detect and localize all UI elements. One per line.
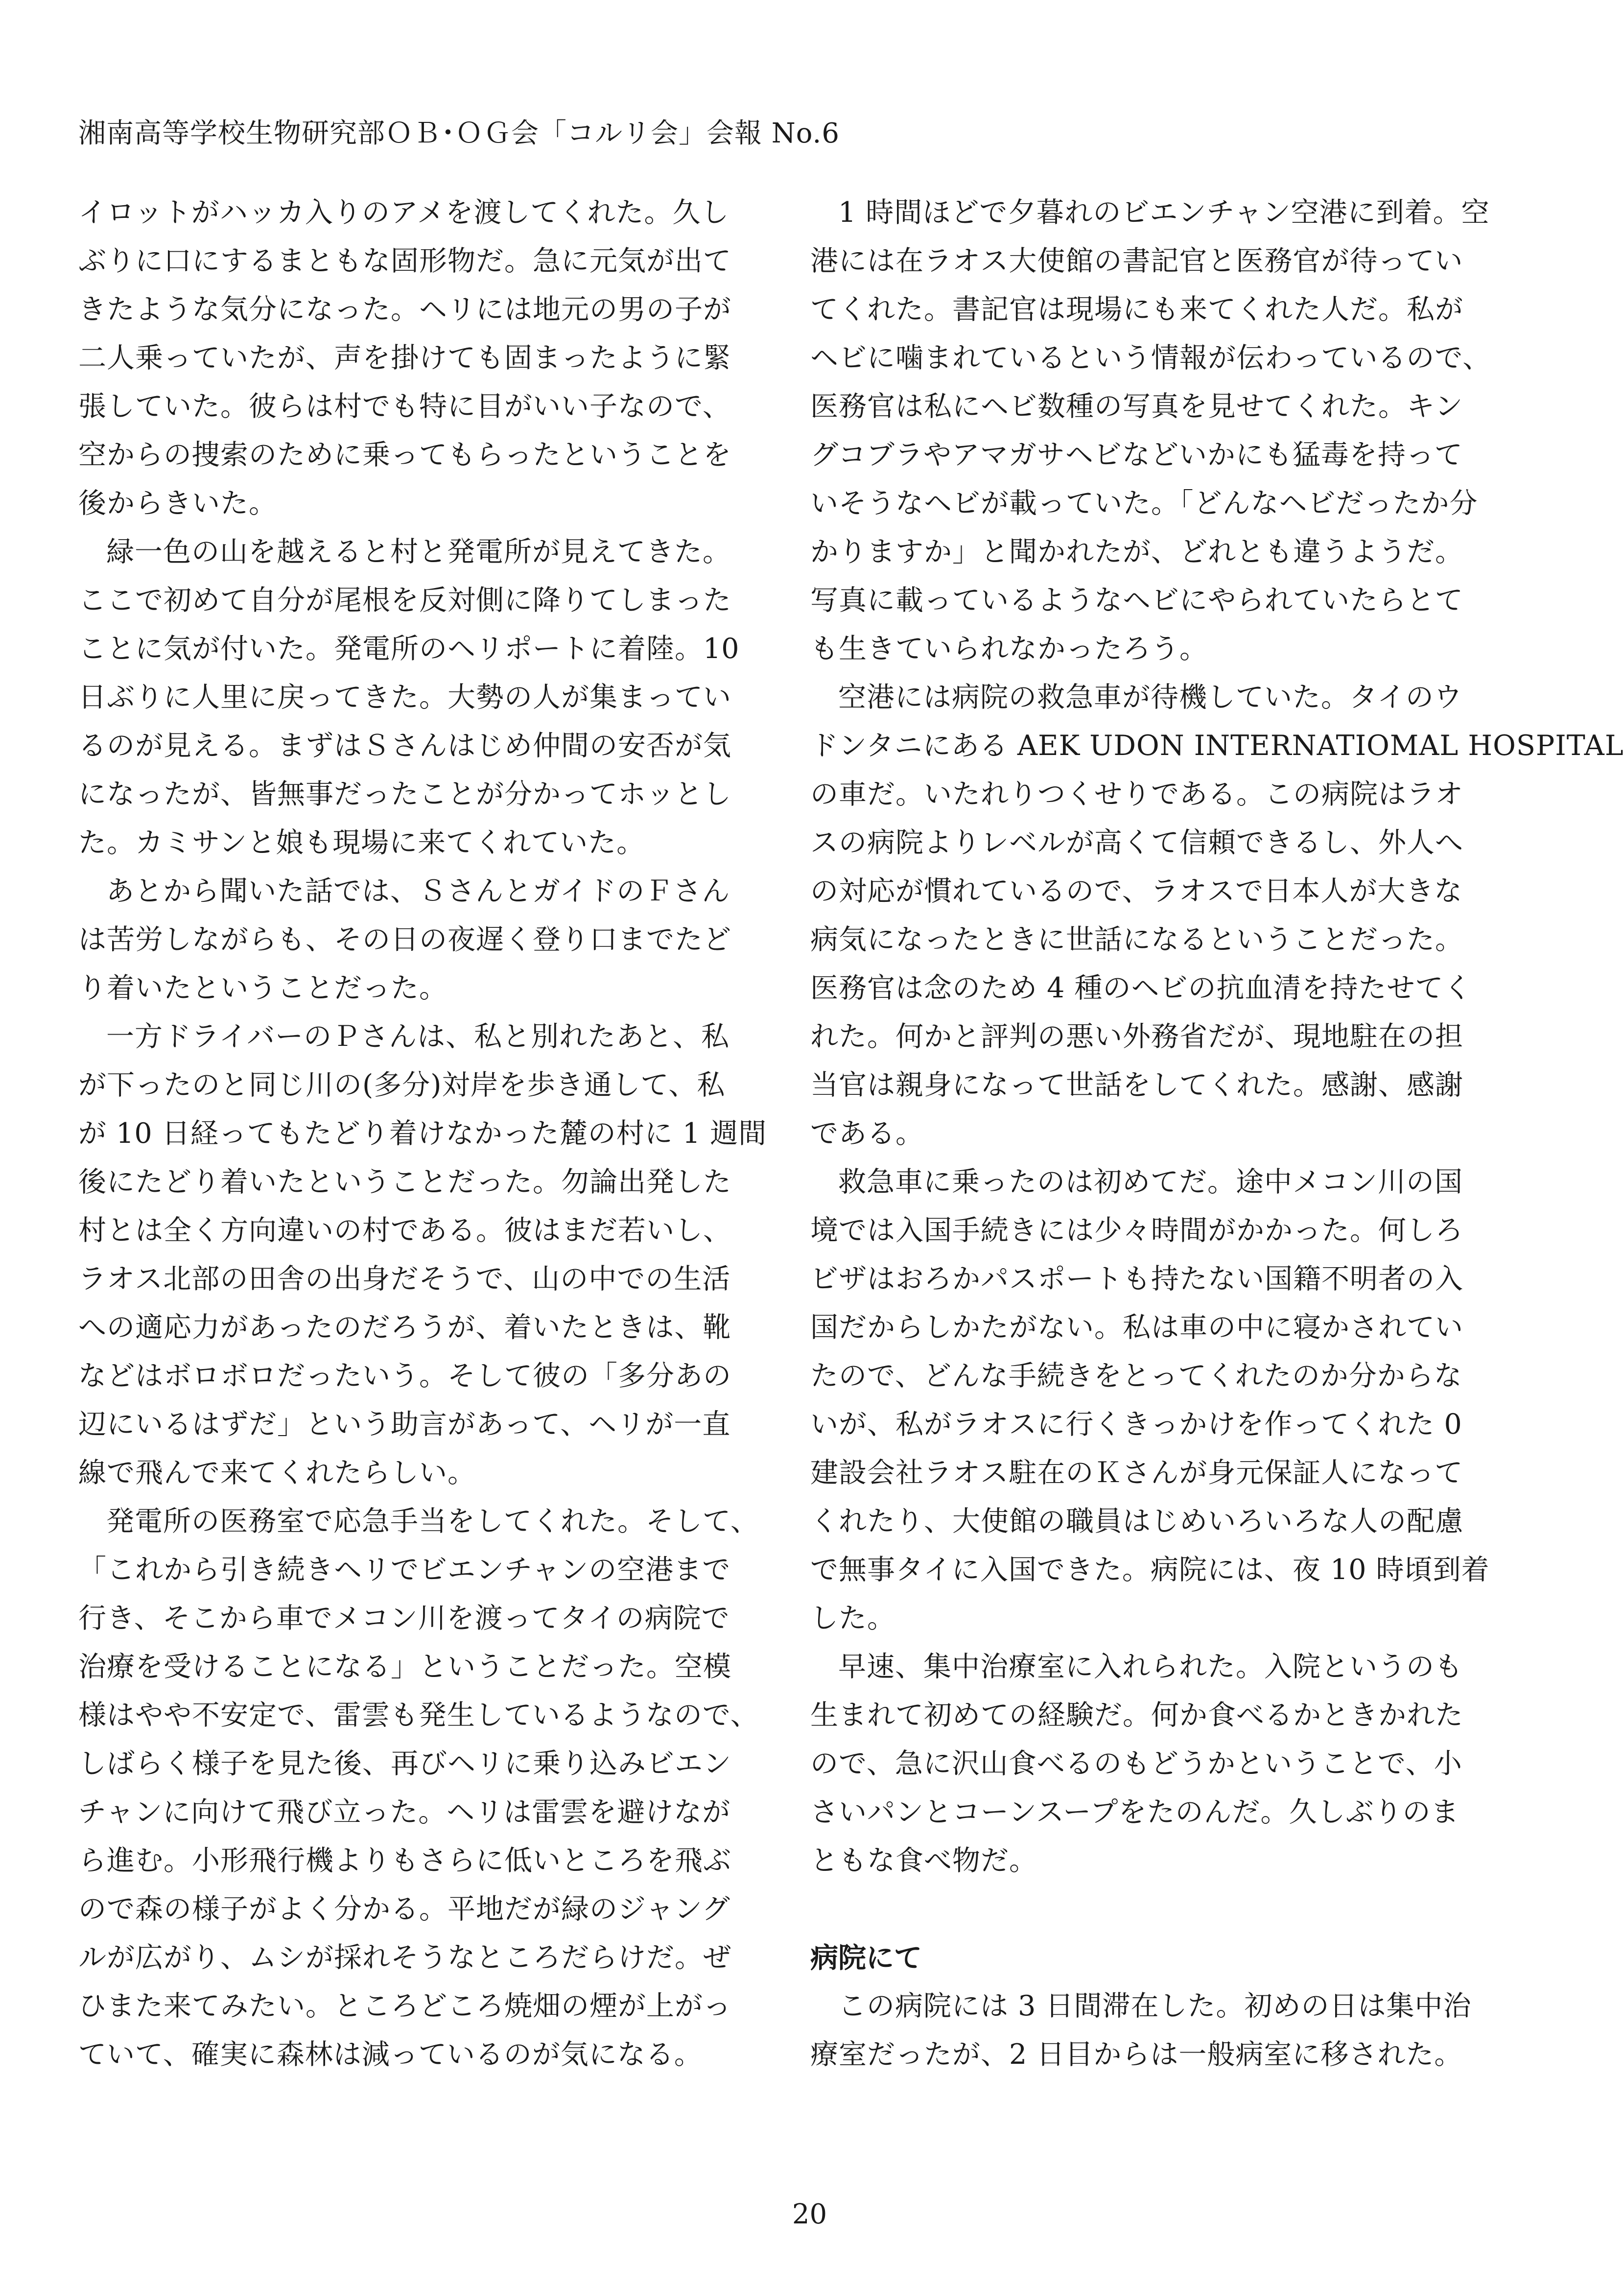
- text-line: たので、どんな手続きをとってくれたのか分からな: [810, 1360, 1462, 1392]
- text-line: てくれた。書記官は現場にも来てくれた人だ。私が: [810, 293, 1463, 326]
- text-line: 辺にいるはずだ」という助言があって、ヘリが一直: [78, 1408, 731, 1440]
- text-line: の対応が慣れているので、ラオスで日本人が大きな: [810, 875, 1463, 907]
- text-line: が下ったのと同じ川の(多分)対岸を歩き通して、私: [78, 1069, 726, 1101]
- text-line: 病気になったときに世話になるということだった。: [810, 923, 1463, 956]
- text-line: 後からきいた。: [78, 487, 277, 519]
- text-line: ヘビに噛まれているという情報が伝わっているので、: [810, 342, 1491, 374]
- text-line: いそうなヘビが載っていた。「どんなヘビだったか分: [810, 487, 1478, 519]
- text-line: ひまた来てみたい。ところどころ焼畑の煙が上がっ: [78, 1990, 731, 2022]
- text-line: ここで初めて自分が尾根を反対側に降りてしまった: [78, 584, 731, 616]
- text-line: の車だ。いたれりつくせりである。この病院はラオ: [810, 778, 1463, 810]
- text-line: ていて、確実に森林は減っているのが気になる。: [78, 2038, 703, 2071]
- text-line: 一方ドライバーのＰさんは、私と別れたあと、私: [106, 1020, 730, 1053]
- section-heading: 病院にて: [810, 1941, 922, 1974]
- page-header: 湘南高等学校生物研究部ＯＢ･ＯＧ会「コルリ会」会報 No.6: [78, 118, 840, 149]
- text-line: 二人乗っていたが、声を掛けても固まったように緊: [78, 342, 731, 374]
- text-line: で無事タイに入国できた。病院には、夜 10 時頃到着: [810, 1554, 1490, 1586]
- text-line: 村とは全く方向違いの村である。彼はまだ若いし、: [78, 1214, 731, 1247]
- text-line: などはボロボロだったいう。そして彼の「多分あの: [78, 1360, 731, 1392]
- text-line: ともな食べ物だ。: [810, 1844, 1037, 1877]
- text-line: した。: [810, 1602, 895, 1634]
- text-line: ことに気が付いた。発電所のヘリポートに着陸。10: [78, 633, 740, 665]
- text-line: ルが広がり、ムシが採れそうなところだらけだ。ぜ: [78, 1941, 731, 1974]
- right-column: [810, 189, 1624, 2079]
- text-line: ラオス北部の田舎の出身だそうで、山の中での生活: [78, 1263, 731, 1295]
- text-line: 行き、そこから車でメコン川を渡ってタイの病院で: [78, 1602, 730, 1634]
- text-line: になったが、皆無事だったことが分かってホッとし: [78, 778, 731, 810]
- text-line: 国だからしかたがない。私は車の中に寝かされてい: [810, 1311, 1463, 1344]
- text-line: が 10 日経ってもたどり着けなかった麓の村に 1 週間: [78, 1117, 767, 1150]
- text-line: り着いたということだった。: [78, 972, 447, 1004]
- text-line: 空からの捜索のために乗ってもらったということを: [78, 439, 731, 471]
- text-line: スの病院よりレベルが高くて信頼できるし、外人へ: [810, 826, 1463, 859]
- left-column: [78, 189, 767, 2079]
- text-line: 「これから引き続きヘリでビエンチャンの空港まで: [78, 1554, 731, 1586]
- text-line: 線で飛んで来てくれたらしい。: [78, 1457, 476, 1489]
- text-line: 発電所の医務室で応急手当をしてくれた。そして、: [106, 1505, 759, 1537]
- text-line: 境では入国手続きには少々時間がかかった。何しろ: [810, 1214, 1463, 1247]
- text-line: への適応力があったのだろうが、着いたときは、靴: [78, 1311, 731, 1344]
- text-line: この病院には 3 日間滞在した。初めの日は集中治: [838, 1990, 1472, 2022]
- text-line: 救急車に乗ったのは初めてだ。途中メコン川の国: [838, 1166, 1463, 1198]
- text-line: ので森の様子がよく分かる。平地だが緑のジャング: [78, 1893, 730, 1925]
- text-line: 張していた。彼らは村でも特に目がいい子なので、: [78, 390, 731, 423]
- text-line: である。: [810, 1117, 924, 1150]
- text-line: は苦労しながらも、その日の夜遅く登り口までたど: [78, 923, 731, 956]
- right-column-body: [810, 189, 1624, 1885]
- text-line: 医務官は念のため 4 種のヘビの抗血清を持たせてく: [810, 972, 1472, 1004]
- text-line: きたような気分になった。ヘリには地元の男の子が: [78, 293, 731, 326]
- text-line: れた。何かと評判の悪い外務省だが、現地駐在の担: [810, 1020, 1463, 1053]
- text-line: くれたり、大使館の職員はじめいろいろな人の配慮: [810, 1505, 1463, 1537]
- text-line: 港には在ラオス大使館の書記官と医務官が待ってい: [810, 245, 1463, 277]
- text-line: 緑一色の山を越えると村と発電所が見えてきた。: [106, 536, 731, 568]
- text-line: ので、急に沢山食べるのもどうかということで、小: [810, 1747, 1462, 1780]
- section-spacer: [810, 1885, 1496, 1934]
- text-line: あとから聞いた話では、ＳさんとガイドのＦさん: [106, 875, 730, 907]
- text-line: るのが見える。まずはＳさんはじめ仲間の安否が気: [78, 730, 731, 762]
- text-line: ら進む。小形飛行機よりもさらに低いところを飛ぶ: [78, 1844, 731, 1877]
- text-line: 後にたどり着いたということだった。勿論出発した: [78, 1166, 731, 1198]
- text-line: 空港には病院の救急車が待機していた。タイのウ: [838, 681, 1462, 713]
- text-line: かりますか」と聞かれたが、どれとも違うようだ。: [810, 536, 1463, 568]
- text-line: 当官は親身になって世話をしてくれた。感謝、感謝: [810, 1069, 1463, 1101]
- text-line: も生きていられなかったろう。: [810, 633, 1208, 665]
- text-line: さいパンとコーンスープをたのんだ。久しぶりのま: [810, 1796, 1459, 1828]
- text-line: 写真に載っているようなヘビにやられていたらとて: [810, 584, 1463, 616]
- text-line: いが、私がラオスに行くきっかけを作ってくれた 0: [810, 1408, 1462, 1440]
- text-line: 治療を受けることになる」ということだった。空模: [78, 1651, 731, 1683]
- text-line: ビザはおろかパスポートも持たない国籍不明者の入: [810, 1263, 1463, 1295]
- page-number: 20: [792, 2198, 827, 2230]
- text-line: た。カミサンと娘も現場に来てくれていた。: [78, 826, 645, 859]
- text-line: しばらく様子を見た後、再びヘリに乗り込みビエン: [78, 1747, 731, 1780]
- text-line: 療室だったが、2 日目からは一般病室に移された。: [810, 2038, 1463, 2071]
- text-line: ぶりに口にするまともな固形物だ。急に元気が出て: [78, 245, 731, 277]
- text-line: グコブラやアマガサヘビなどいかにも猛毒を持って: [810, 439, 1463, 471]
- text-line: 医務官は私にヘビ数種の写真を見せてくれた。キン: [810, 390, 1463, 423]
- text-line: 早速、集中治療室に入れられた。入院というのも: [838, 1651, 1463, 1683]
- text-line: 日ぶりに人里に戻ってきた。大勢の人が集まってい: [78, 681, 731, 713]
- text-line: チャンに向けて飛び立った。ヘリは雷雲を避けなが: [78, 1796, 731, 1828]
- text-line: 1 時間ほどで夕暮れのビエンチャン空港に到着。空: [838, 196, 1490, 229]
- text-line: 生まれて初めての経験だ。何か食べるかときかれた: [810, 1699, 1463, 1731]
- section-body: [810, 1982, 1496, 2079]
- text-line: 建設会社ラオス駐在のＫさんが身元保証人になって: [810, 1457, 1463, 1489]
- text-line: 様はやや不安定で、雷雲も発生しているようなので、: [78, 1699, 759, 1731]
- text-line: ドンタニにある AEK UDON INTERNATIOMAL HOSPITAL: [810, 730, 1624, 762]
- text-line: イロットがハッカ入りのアメを渡してくれた。久し: [78, 196, 730, 229]
